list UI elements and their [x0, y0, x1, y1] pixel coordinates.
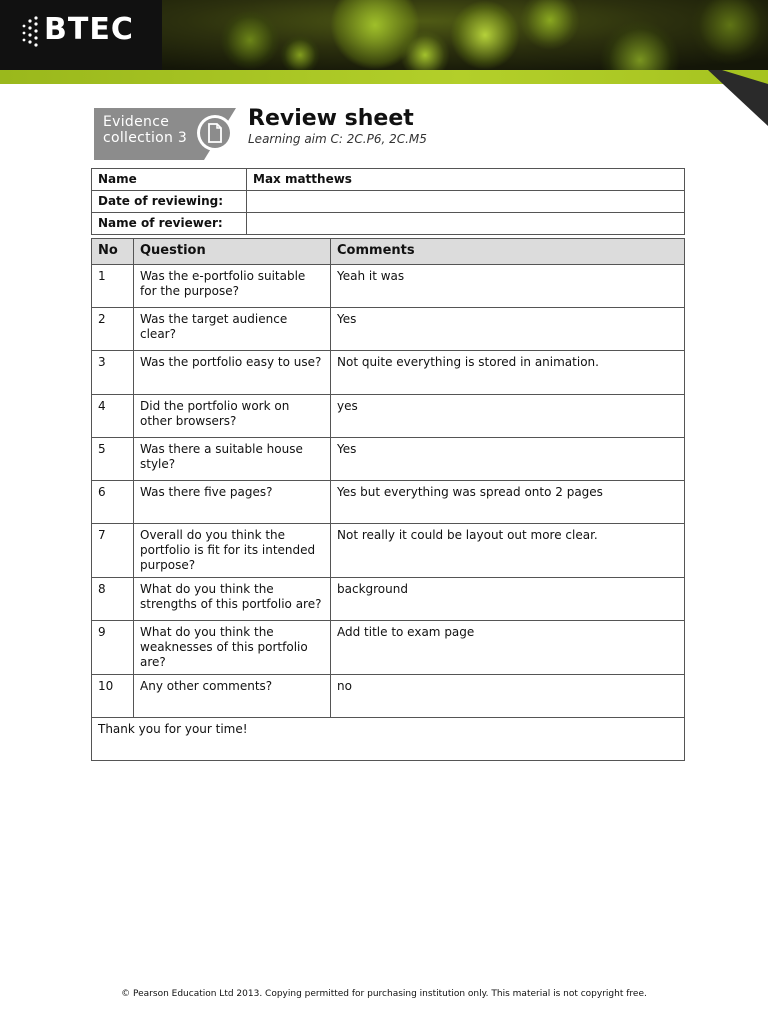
row-comment[interactable]: Yes: [331, 438, 685, 481]
row-comment[interactable]: Not really it could be layout out more clear.: [331, 524, 685, 578]
evidence-tag: [94, 108, 236, 160]
row-comment[interactable]: background: [331, 578, 685, 621]
info-row-reviewer: [92, 213, 685, 235]
header-comments: Comments: [331, 239, 685, 265]
row-no: 6: [92, 481, 134, 524]
row-question: Was there a suitable house style?: [134, 438, 331, 481]
row-comment[interactable]: Not quite everything is stored in animation.: [331, 351, 685, 395]
table-header-row: [92, 239, 685, 265]
row-comment[interactable]: Yes: [331, 308, 685, 351]
name-label: Name: [92, 169, 247, 191]
tag-line-2: collection 3: [103, 130, 188, 146]
row-question: What do you think the strengths of this portfolio are?: [134, 578, 331, 621]
table-row: [92, 438, 685, 481]
row-no: 4: [92, 395, 134, 438]
reviewer-label: Name of reviewer:: [92, 213, 247, 235]
row-comment[interactable]: yes: [331, 395, 685, 438]
name-value[interactable]: Max matthews: [247, 169, 685, 191]
info-table: [91, 168, 685, 235]
reviewer-value[interactable]: [247, 213, 685, 235]
date-label: Date of reviewing:: [92, 191, 247, 213]
table-row: [92, 675, 685, 718]
info-row-date: [92, 191, 685, 213]
review-table: [91, 238, 685, 761]
table-row: [92, 395, 685, 438]
copyright-notice: © Pearson Education Ltd 2013. Copying permitted for purchasing institution only. This material is not copyright free.: [121, 989, 647, 999]
row-question: Was the portfolio easy to use?: [134, 351, 331, 395]
header-no: No: [92, 239, 134, 265]
table-row: [92, 621, 685, 675]
row-comment[interactable]: no: [331, 675, 685, 718]
row-no: 8: [92, 578, 134, 621]
row-comment[interactable]: Yeah it was: [331, 265, 685, 308]
closing-row: [92, 718, 685, 761]
document-icon: [207, 123, 223, 143]
btec-logo: [0, 0, 162, 70]
logo-dots-icon: [22, 16, 46, 48]
header-question: Question: [134, 239, 331, 265]
row-question: What do you think the weaknesses of this portfolio are?: [134, 621, 331, 675]
table-row: [92, 481, 685, 524]
row-question: Did the portfolio work on other browsers?: [134, 395, 331, 438]
table-row: [92, 578, 685, 621]
table-row: [92, 308, 685, 351]
row-no: 10: [92, 675, 134, 718]
info-row-name: [92, 169, 685, 191]
row-no: 5: [92, 438, 134, 481]
page-subtitle: Learning aim C: 2C.P6, 2C.M5: [248, 132, 427, 146]
row-no: 9: [92, 621, 134, 675]
row-no: 3: [92, 351, 134, 395]
corner-fold-shape: [708, 70, 768, 126]
accent-strip: [0, 70, 768, 84]
page-title: Review sheet: [248, 106, 414, 131]
row-comment[interactable]: Yes but everything was spread onto 2 pages: [331, 481, 685, 524]
table-row: [92, 524, 685, 578]
row-question: Any other comments?: [134, 675, 331, 718]
row-question: Was there five pages?: [134, 481, 331, 524]
date-value[interactable]: [247, 191, 685, 213]
row-comment[interactable]: Add title to exam page: [331, 621, 685, 675]
row-question: Was the e-portfolio suitable for the purpose?: [134, 265, 331, 308]
tag-line-1: Evidence: [103, 114, 170, 130]
row-no: 1: [92, 265, 134, 308]
brand-name: BTEC: [44, 12, 134, 47]
closing-message: Thank you for your time!: [92, 718, 685, 761]
table-row: [92, 351, 685, 395]
row-no: 2: [92, 308, 134, 351]
header-banner: [0, 0, 768, 70]
row-question: Was the target audience clear?: [134, 308, 331, 351]
row-question: Overall do you think the portfolio is fit for its intended purpose?: [134, 524, 331, 578]
table-row: [92, 265, 685, 308]
row-no: 7: [92, 524, 134, 578]
